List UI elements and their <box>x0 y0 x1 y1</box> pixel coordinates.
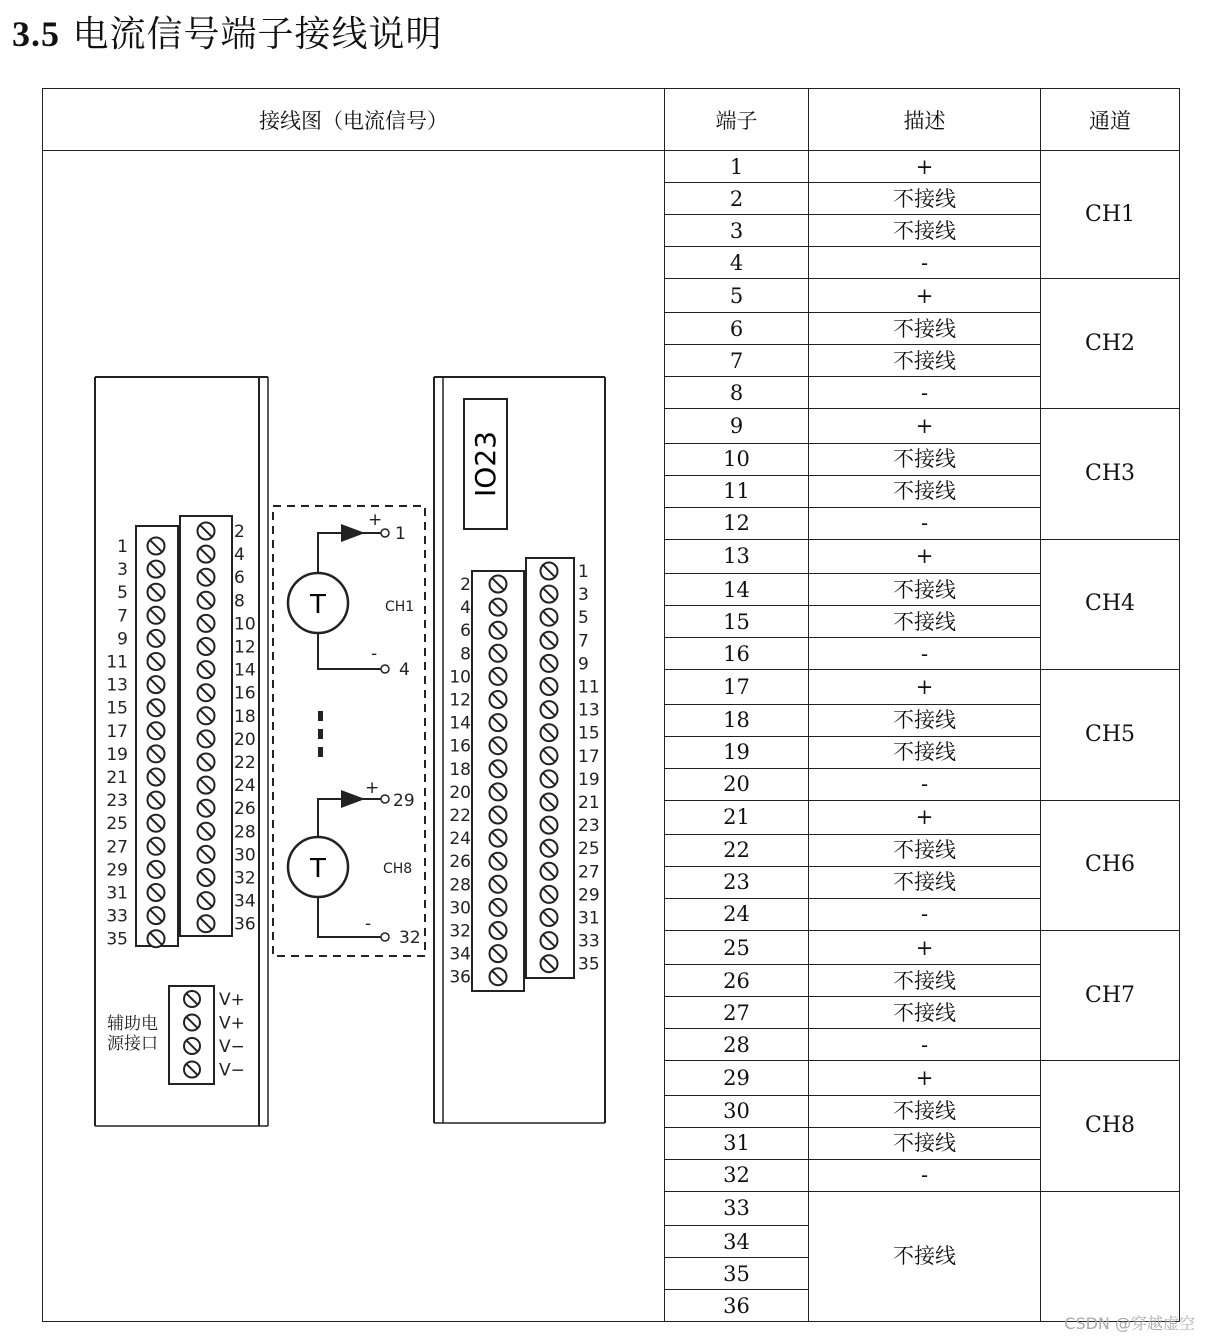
screw-icon <box>490 783 507 800</box>
screw-icon <box>198 892 215 909</box>
terminal-label: 4 <box>234 545 245 566</box>
terminal-cell: 13 <box>665 539 809 573</box>
terminal-label: 28 <box>449 875 471 896</box>
terminal-label: 36 <box>234 914 256 935</box>
screw-icon <box>490 922 507 939</box>
terminal-cell: 24 <box>665 898 809 930</box>
screw-icon <box>148 907 165 924</box>
terminal-label: 24 <box>234 776 256 797</box>
terminal-label: 5 <box>578 608 589 629</box>
description-cell: 不接线 <box>809 574 1041 606</box>
terminal-cell: 19 <box>665 736 809 768</box>
screw-icon <box>198 546 215 563</box>
terminal-label: 23 <box>106 791 128 812</box>
terminal-cell: 30 <box>665 1095 809 1127</box>
terminal-cell: 9 <box>665 409 809 443</box>
transmitter-symbol-ch8: T <box>310 854 326 884</box>
screw-icon <box>148 630 165 647</box>
screw-icon <box>148 815 165 832</box>
description-cell: 不接线 <box>809 834 1041 866</box>
screw-icon <box>490 737 507 754</box>
screw-icon <box>490 645 507 662</box>
terminal-cell: 14 <box>665 574 809 606</box>
terminal-cell: 27 <box>665 997 809 1029</box>
terminal-label: 8 <box>460 644 471 665</box>
screw-icon <box>541 817 558 834</box>
screw-icon <box>198 523 215 540</box>
terminal-cell: 18 <box>665 704 809 736</box>
terminal-label: 35 <box>106 929 128 950</box>
terminal-label: 19 <box>578 769 600 790</box>
screw-icon <box>198 615 215 632</box>
terminal-label: 15 <box>578 723 600 744</box>
module-label: IO23 <box>469 431 502 497</box>
channel-cell: CH1 <box>1041 151 1180 279</box>
terminal-label: 33 <box>578 931 600 952</box>
watermark: CSDN @穿越虚空 <box>1064 1314 1195 1333</box>
screw-icon <box>541 724 558 741</box>
screw-icon <box>198 592 215 609</box>
screw-icon <box>490 968 507 985</box>
section-title: 电流信号端子接线说明 <box>72 14 443 55</box>
terminal-cell: 7 <box>665 345 809 377</box>
screw-icon <box>541 678 558 695</box>
wiring-table <box>42 88 1180 1322</box>
terminal-label: 4 <box>460 598 471 619</box>
screw-icon <box>184 1062 200 1078</box>
terminal-cell: 32 <box>665 1159 809 1191</box>
screw-icon <box>541 632 558 649</box>
transmitter-symbol: T <box>310 590 326 620</box>
aux-pin-label: V− <box>219 1037 245 1057</box>
terminal-label: 31 <box>106 883 128 904</box>
terminal-cell: 25 <box>665 930 809 964</box>
screw-icon <box>490 876 507 893</box>
description-cell: + <box>809 800 1041 834</box>
screw-icon <box>148 838 165 855</box>
terminal-cell: 11 <box>665 475 809 507</box>
terminal-label: 17 <box>106 721 128 742</box>
description-cell: 不接线 <box>809 1127 1041 1159</box>
screw-icon <box>148 538 165 555</box>
screw-icon <box>198 869 215 886</box>
screw-icon <box>198 800 215 817</box>
screw-icon <box>198 730 215 747</box>
screw-icon <box>541 886 558 903</box>
terminal-label: 11 <box>106 652 128 673</box>
terminal-label: 2 <box>234 522 245 542</box>
description-cell: 不接线 <box>809 606 1041 638</box>
screw-icon <box>148 561 165 578</box>
screw-icon <box>148 584 165 601</box>
terminal-label: 30 <box>449 898 471 919</box>
terminal-label: 20 <box>234 729 256 750</box>
terminal-cell: 5 <box>665 279 809 313</box>
screw-icon <box>490 853 507 870</box>
aux-pin-label: V+ <box>219 1013 245 1034</box>
description-cell: 不接线 <box>809 1095 1041 1127</box>
ch8-minus: - <box>365 914 372 934</box>
terminal-label: 7 <box>578 631 589 652</box>
screw-icon <box>490 830 507 847</box>
terminal-label: 24 <box>449 829 471 850</box>
screw-icon <box>541 955 558 972</box>
screw-icon <box>490 714 507 731</box>
screw-icon <box>541 747 558 764</box>
description-cell: 不接线 <box>809 736 1041 768</box>
terminal-cell: 16 <box>665 638 809 670</box>
screw-icon <box>148 792 165 809</box>
screw-icon <box>148 607 165 624</box>
terminal-label: 3 <box>117 560 128 581</box>
screw-icon <box>198 684 215 701</box>
screw-icon <box>490 668 507 685</box>
channel-cell: CH6 <box>1041 800 1180 930</box>
terminal-cell: 23 <box>665 866 809 898</box>
terminal-cell: 21 <box>665 800 809 834</box>
description-cell: + <box>809 1061 1041 1095</box>
terminal-label: 26 <box>234 799 256 820</box>
screw-icon <box>541 909 558 926</box>
terminal-label: 36 <box>449 967 471 988</box>
transmitter-diagram <box>273 506 425 956</box>
terminal-cell: 6 <box>665 313 809 345</box>
description-cell: - <box>809 1029 1041 1061</box>
terminal-label: 15 <box>106 698 128 719</box>
channel-cell: CH3 <box>1041 409 1180 539</box>
terminal-label: 16 <box>234 683 256 704</box>
screw-icon <box>490 807 507 824</box>
screw-icon <box>490 599 507 616</box>
screw-icon <box>148 653 165 670</box>
terminal-cell: 10 <box>665 443 809 475</box>
terminal-label: 14 <box>449 713 471 734</box>
terminal-label: 29 <box>578 885 600 906</box>
screw-icon <box>490 576 507 593</box>
screw-icon <box>198 823 215 840</box>
screw-icon <box>198 846 215 863</box>
header-diagram: 接线图（电流信号） <box>43 89 665 151</box>
screw-icon <box>198 661 215 678</box>
terminal-label: 29 <box>106 860 128 881</box>
terminal-label: 22 <box>234 753 256 773</box>
screw-icon <box>184 1015 200 1031</box>
terminal-cell: 36 <box>665 1290 809 1322</box>
terminal-cell: 31 <box>665 1127 809 1159</box>
terminal-label: 10 <box>234 614 256 635</box>
screw-icon <box>148 769 165 786</box>
description-cell: 不接线 <box>809 1191 1041 1321</box>
terminal-label: 34 <box>449 944 471 965</box>
screw-icon <box>541 655 558 672</box>
terminal-label: 22 <box>449 806 471 826</box>
terminal-cell: 29 <box>665 1061 809 1095</box>
screw-icon <box>541 794 558 811</box>
terminal-cell: 1 <box>665 151 809 183</box>
description-cell: + <box>809 670 1041 704</box>
terminal-label: 30 <box>234 845 256 866</box>
terminal-label: 10 <box>449 667 471 688</box>
screw-icon <box>198 569 215 586</box>
terminal-label: 32 <box>234 868 256 889</box>
terminal-label: 7 <box>117 606 128 627</box>
terminal-label: 8 <box>234 591 245 612</box>
description-cell: + <box>809 539 1041 573</box>
screw-icon <box>541 840 558 857</box>
description-cell: - <box>809 898 1041 930</box>
screw-icon <box>490 691 507 708</box>
screw-icon <box>198 638 215 655</box>
terminal-label: 3 <box>578 585 589 606</box>
terminal-label: 2 <box>460 575 471 595</box>
terminal-label: 13 <box>106 675 128 696</box>
aux-pin-label: V+ <box>219 990 245 1010</box>
aux-label-1: 辅助电 <box>107 1014 158 1034</box>
description-cell: - <box>809 247 1041 279</box>
screw-icon <box>198 777 215 794</box>
ch8-plus-pin: 29 <box>393 791 415 811</box>
screw-icon <box>148 745 165 762</box>
header-channel: 通道 <box>1041 89 1180 151</box>
diagram-cell <box>43 151 665 1322</box>
screw-icon <box>198 915 215 932</box>
terminal-label: 11 <box>578 677 600 698</box>
terminal-label: 6 <box>460 621 471 642</box>
terminal-label: 21 <box>578 793 600 813</box>
screw-icon <box>541 609 558 626</box>
screw-icon <box>198 707 215 724</box>
screw-icon <box>148 676 165 693</box>
terminal-label: 26 <box>449 852 471 873</box>
terminal-label: 6 <box>234 568 245 589</box>
screw-icon <box>541 701 558 718</box>
channel-cell <box>1041 1191 1180 1321</box>
terminal-cell: 26 <box>665 965 809 997</box>
channel-cell: CH5 <box>1041 670 1180 800</box>
description-cell: - <box>809 377 1041 409</box>
description-cell: - <box>809 1159 1041 1191</box>
screw-icon <box>490 622 507 639</box>
screw-icon <box>541 563 558 580</box>
channel-cell: CH7 <box>1041 930 1180 1060</box>
terminal-cell: 3 <box>665 215 809 247</box>
terminal-label: 13 <box>578 700 600 721</box>
terminal-label: 1 <box>117 537 128 557</box>
ch8-label: CH8 <box>383 861 413 877</box>
screw-icon <box>184 991 200 1007</box>
terminal-cell: 33 <box>665 1191 809 1225</box>
terminal-cell: 4 <box>665 247 809 279</box>
terminal-label: 35 <box>578 954 600 975</box>
description-cell: + <box>809 930 1041 964</box>
terminal-label: 27 <box>578 862 600 883</box>
description-cell: 不接线 <box>809 313 1041 345</box>
terminal-label: 20 <box>449 782 471 803</box>
description-cell: - <box>809 768 1041 800</box>
terminal-label: 33 <box>106 906 128 927</box>
description-cell: 不接线 <box>809 475 1041 507</box>
description-cell: 不接线 <box>809 345 1041 377</box>
terminal-label: 17 <box>578 746 600 767</box>
terminal-cell: 20 <box>665 768 809 800</box>
screw-icon <box>148 861 165 878</box>
ch1-plus-pin: 1 <box>395 524 406 544</box>
description-cell: 不接线 <box>809 215 1041 247</box>
aux-label-2: 源接口 <box>107 1034 158 1054</box>
terminal-label: 16 <box>449 736 471 757</box>
page-heading <box>12 6 442 57</box>
terminal-label: 5 <box>117 583 128 604</box>
channel-cell: CH2 <box>1041 279 1180 409</box>
aux-pin-label: V− <box>219 1060 245 1081</box>
description-cell: + <box>809 279 1041 313</box>
terminal-label: 9 <box>117 629 128 650</box>
terminal-cell: 22 <box>665 834 809 866</box>
terminal-cell: 34 <box>665 1226 809 1258</box>
description-cell: - <box>809 638 1041 670</box>
left-module <box>95 377 268 1126</box>
screw-icon <box>148 884 165 901</box>
terminal-label: 14 <box>234 660 256 681</box>
description-cell: 不接线 <box>809 183 1041 215</box>
ch1-plus: + <box>368 510 383 530</box>
ch8-plus: + <box>365 778 380 798</box>
terminal-label: 28 <box>234 822 256 843</box>
screw-icon <box>541 932 558 949</box>
screw-icon <box>541 586 558 603</box>
terminal-label: 19 <box>106 744 128 765</box>
terminal-cell: 35 <box>665 1258 809 1290</box>
right-module <box>434 377 605 1123</box>
screw-icon <box>541 770 558 787</box>
description-cell: + <box>809 151 1041 183</box>
terminal-label: 18 <box>449 759 471 780</box>
terminal-label: 9 <box>578 654 589 675</box>
wiring-diagram <box>43 151 665 1321</box>
ch1-minus: - <box>371 644 378 664</box>
terminal-label: 27 <box>106 837 128 858</box>
terminal-label: 23 <box>578 816 600 837</box>
terminal-label: 34 <box>234 891 256 912</box>
description-cell: 不接线 <box>809 443 1041 475</box>
terminal-cell: 8 <box>665 377 809 409</box>
screw-icon <box>148 930 165 947</box>
channel-cell: CH8 <box>1041 1061 1180 1191</box>
table-row <box>43 151 1180 183</box>
channel-cell: CH4 <box>1041 539 1180 669</box>
terminal-label: 12 <box>449 690 471 711</box>
header-description: 描述 <box>809 89 1041 151</box>
screw-icon <box>490 899 507 916</box>
screw-icon <box>541 863 558 880</box>
terminal-label: 1 <box>578 562 589 582</box>
screw-icon <box>184 1038 200 1054</box>
terminal-cell: 2 <box>665 183 809 215</box>
terminal-cell: 12 <box>665 507 809 539</box>
description-cell: 不接线 <box>809 997 1041 1029</box>
terminal-cell: 17 <box>665 670 809 704</box>
terminal-label: 32 <box>449 921 471 942</box>
section-number: 3.5 <box>12 14 60 54</box>
description-cell: 不接线 <box>809 965 1041 997</box>
ch8-minus-pin: 32 <box>399 928 421 948</box>
terminal-label: 31 <box>578 908 600 929</box>
description-cell: + <box>809 409 1041 443</box>
description-cell: 不接线 <box>809 866 1041 898</box>
screw-icon <box>148 722 165 739</box>
description-cell: - <box>809 507 1041 539</box>
screw-icon <box>198 754 215 771</box>
screw-icon <box>148 699 165 716</box>
terminal-cell: 28 <box>665 1029 809 1061</box>
terminal-label: 25 <box>106 814 128 835</box>
screw-icon <box>490 760 507 777</box>
terminal-label: 25 <box>578 839 600 860</box>
terminal-label: 21 <box>106 768 128 788</box>
terminal-label: 12 <box>234 637 256 658</box>
header-terminal: 端子 <box>665 89 809 151</box>
terminal-label: 18 <box>234 706 256 727</box>
description-cell: 不接线 <box>809 704 1041 736</box>
ch1-minus-pin: 4 <box>399 660 410 680</box>
screw-icon <box>490 945 507 962</box>
ch1-label: CH1 <box>385 599 415 615</box>
terminal-cell: 15 <box>665 606 809 638</box>
